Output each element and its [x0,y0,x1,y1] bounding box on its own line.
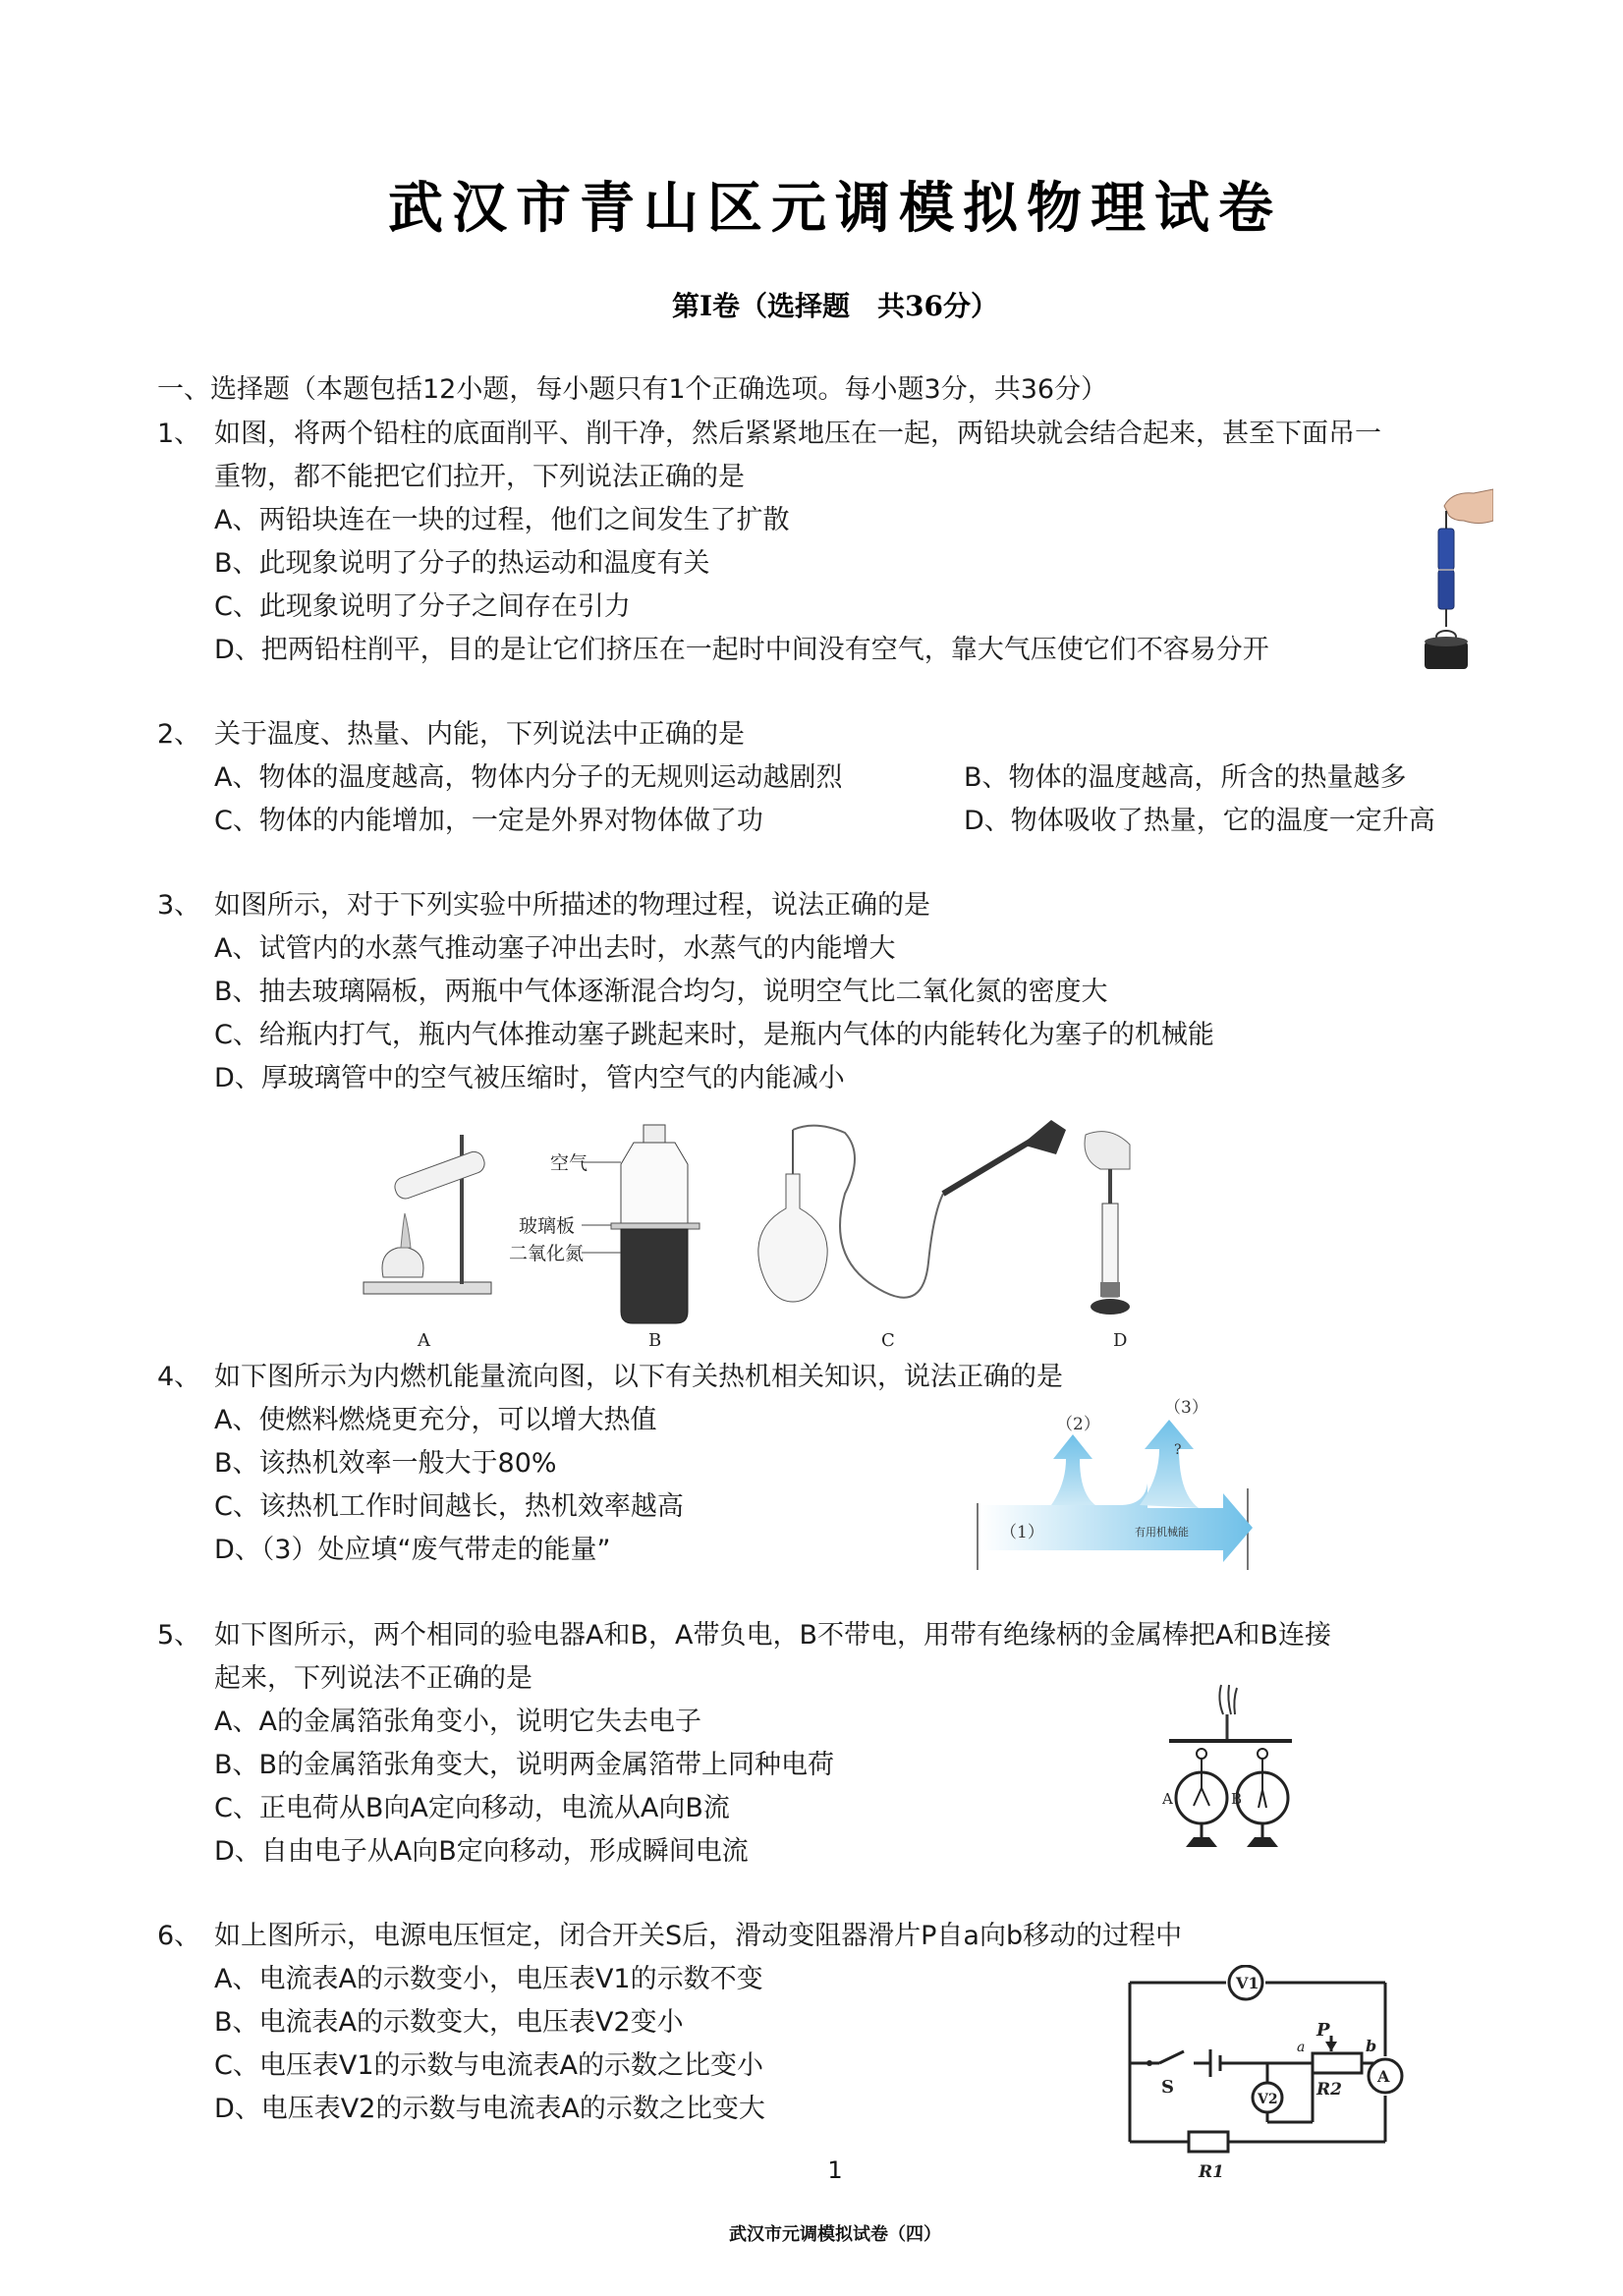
figure-b-gas-diffusion [509,1125,700,1323]
label-r1: R1 [1199,2162,1224,2182]
option-d: D、物体吸收了热量，它的温度一定升高 [964,806,1435,836]
question-stem: 如图所示，对于下列实验中所描述的物理过程，说法正确的是 [214,890,930,921]
question-number: 6、 [157,1921,201,1951]
question-number: 5、 [157,1620,201,1651]
label-air: 空气 [550,1152,588,1174]
option-a: A、两铅块连在一块的过程，他们之间发生了扩散 [214,505,790,535]
question-stem: 关于温度、热量、内能，下列说法中正确的是 [214,719,745,750]
option-c: C、给瓶内打气，瓶内气体推动塞子跳起来时，是瓶内气体的内能转化为塞子的机械能 [214,1020,1214,1050]
option-c: C、电压表V1的示数与电流表A的示数之比变小 [214,2050,763,2081]
flow-label-question: ? [1174,1442,1182,1458]
question-number: 1、 [157,419,201,449]
label-switch: S [1161,2077,1174,2098]
option-a: A、使燃料燃烧更充分，可以增大热值 [214,1405,657,1435]
page-number: 1 [827,2156,843,2184]
energy-flow-figure [973,1395,1267,1577]
page-subtitle: 第Ⅰ卷（选择题 共36分） [671,290,999,322]
label-glass-plate: 玻璃板 [519,1215,576,1237]
option-b: B、此现象说明了分子的热运动和温度有关 [214,548,710,579]
question-number: 3、 [157,890,201,921]
option-b: B、该热机效率一般大于80% [214,1448,557,1479]
option-a: A、物体的温度越高，物体内分子的无规则运动越剧烈 [214,762,843,793]
label-r2: R2 [1316,2080,1342,2100]
label-end-a: a [1297,2040,1306,2055]
figure-a-test-tube [364,1135,491,1294]
label-end-b: b [1366,2037,1377,2055]
electroscope-label-b: B [1231,1790,1243,1808]
page-title: 武汉市青山区元调模拟物理试卷 [388,176,1282,241]
flow-label-useful: 有用机械能 [1135,1526,1189,1539]
option-b: B、电流表A的示数变大，电压表V2变小 [214,2007,684,2038]
label-no2: 二氧化氮 [509,1243,585,1264]
figure-label-c: C [881,1330,895,1351]
question-number: 4、 [157,1362,201,1392]
option-c: C、正电荷从B向A定向移动，电流从A向B流 [214,1793,730,1823]
option-d: D、厚玻璃管中的空气被压缩时，管内空气的内能减小 [214,1063,845,1093]
question-stem: 如下图所示为内燃机能量流向图，以下有关热机相关知识，说法正确的是 [214,1362,1063,1392]
label-slider-p: P [1316,2020,1330,2041]
option-d: D、（3）处应填“废气带走的能量” [214,1535,611,1565]
figure-d-compression-tube [1085,1132,1130,1315]
footer-title: 武汉市元调模拟试卷（四） [729,2224,941,2245]
figure-label-b: B [648,1330,662,1351]
label-ammeter: A [1377,2067,1390,2086]
option-d: D、把两铅柱削平，目的是让它们挤压在一起时中间没有空气，靠大气压使它们不容易分开 [214,635,1269,665]
question-stem: 如下图所示，两个相同的验电器A和B，A带负电，B不带电，用带有绝缘柄的金属棒把A和B连接 [214,1620,1331,1651]
option-d: D、电压表V2的示数与电流表A的示数之比变大 [214,2094,765,2124]
question-stem: 重物，都不能把它们拉开，下列说法正确的是 [214,462,745,492]
question-number: 2、 [157,719,201,750]
question-stem: 起来，下列说法不正确的是 [214,1663,532,1694]
lead-cylinders-figure [1395,481,1493,678]
figure-label-a: A [418,1330,430,1351]
option-c: C、物体的内能增加，一定是外界对物体做了功 [214,806,763,836]
option-b: B、抽去玻璃隔板，两瓶中气体逐渐混合均匀，说明空气比二氧化氮的密度大 [214,977,1108,1007]
question-stem: 如图，将两个铅柱的底面削平、削干净，然后紧紧地压在一起，两铅块就会结合起来，甚至下面吊一 [214,419,1381,449]
option-b: B、物体的温度越高，所含的热量越多 [964,762,1407,793]
option-a: A、A的金属箔张角变小，说明它失去电子 [214,1707,701,1737]
option-a: A、试管内的水蒸气推动塞子冲出去时，水蒸气的内能增大 [214,933,896,964]
figure-c-flask-pump [758,1120,1066,1302]
label-v1: V1 [1236,1974,1259,1992]
experiment-figures [354,1115,1169,1351]
electroscope-label-a: A [1162,1790,1173,1808]
flow-label-2: （2） [1056,1415,1100,1434]
flow-label-1: （1） [1000,1523,1044,1542]
electroscope-figure [1154,1680,1302,1857]
flow-label-3: （3） [1164,1398,1208,1418]
option-c: C、该热机工作时间越长，热机效率越高 [214,1491,684,1522]
section-heading: 一、选择题（本题包括12小题，每小题只有1个正确选项。每小题3分，共36分） [157,374,1108,405]
figure-label-d: D [1113,1330,1128,1351]
label-v2: V2 [1258,2092,1278,2107]
option-b: B、B的金属箔张角变大，说明两金属箔带上同种电荷 [214,1750,835,1780]
option-c: C、此现象说明了分子之间存在引力 [214,591,631,622]
option-a: A、电流表A的示数变小，电压表V1的示数不变 [214,1964,763,1994]
question-stem: 如上图所示，电源电压恒定，闭合开关S后，滑动变阻器滑片P自a向b移动的过程中 [214,1921,1183,1951]
option-d: D、自由电子从A向B定向移动，形成瞬间电流 [214,1836,749,1867]
